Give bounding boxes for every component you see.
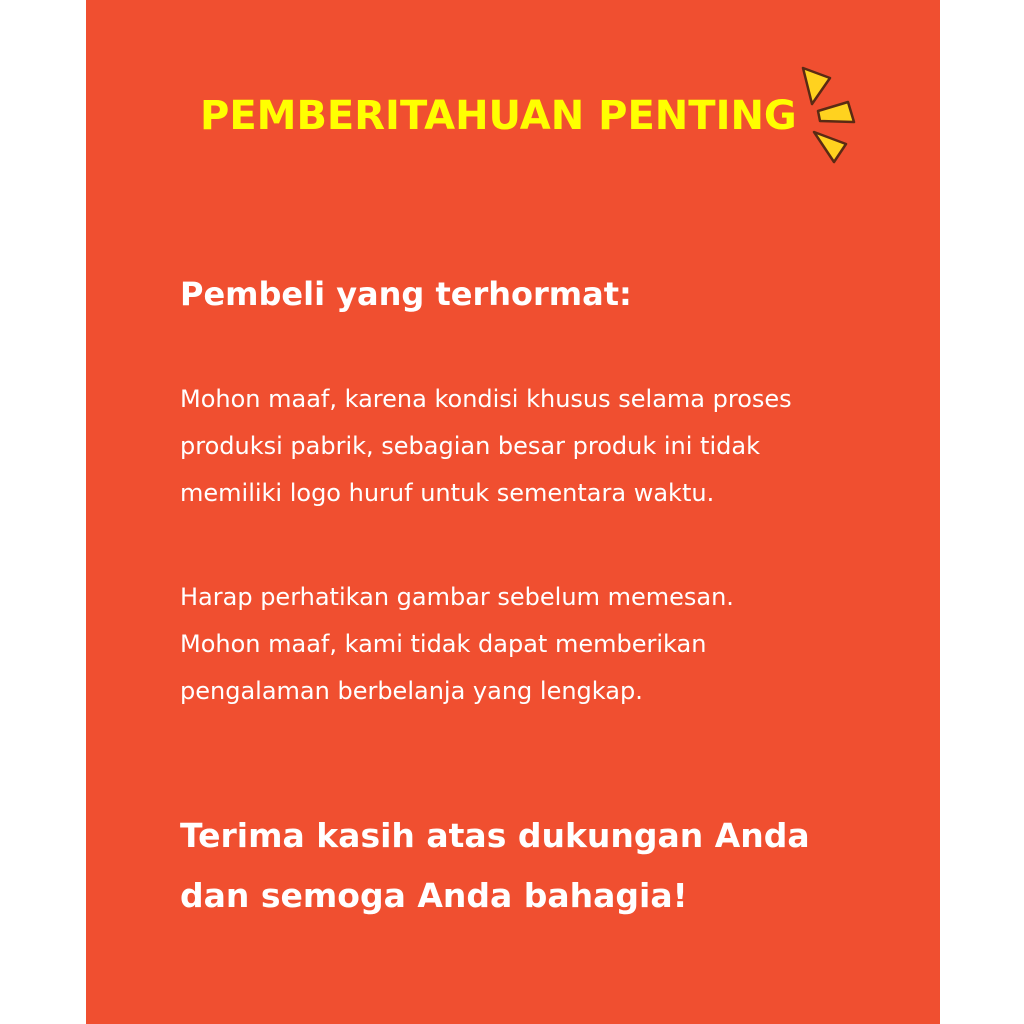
burst-ray-top: [803, 68, 830, 104]
paragraph-line: Harap perhatikan gambar sebelum memesan.: [180, 583, 734, 611]
paragraph-line: Mohon maaf, kami tidak dapat memberikan: [180, 630, 707, 658]
closing-line: Terima kasih atas dukungan Anda: [180, 816, 810, 855]
paragraph-line: memiliki logo huruf untuk sementara waktu.: [180, 479, 715, 507]
greeting-heading: Pembeli yang terhormat:: [180, 275, 632, 313]
notice-panel: [86, 0, 940, 1024]
paragraph-line: produksi pabrik, sebagian besar produk ini tidak: [180, 432, 760, 460]
title-row: [86, 82, 940, 152]
paragraph-ordering: [180, 574, 900, 715]
closing-message: [180, 806, 900, 926]
paragraph-line: Mohon maaf, karena kondisi khusus selama proses: [180, 385, 792, 413]
paragraph-production: [180, 376, 900, 517]
paragraph-line: pengalaman berbelanja yang lengkap.: [180, 677, 643, 705]
closing-line: dan semoga Anda bahagia!: [180, 876, 688, 915]
burst-ray-bottom: [814, 132, 846, 162]
notice-title: PEMBERITAHUAN PENTING: [200, 93, 797, 139]
attention-burst-icon: [800, 66, 860, 166]
burst-ray-middle: [818, 102, 854, 122]
